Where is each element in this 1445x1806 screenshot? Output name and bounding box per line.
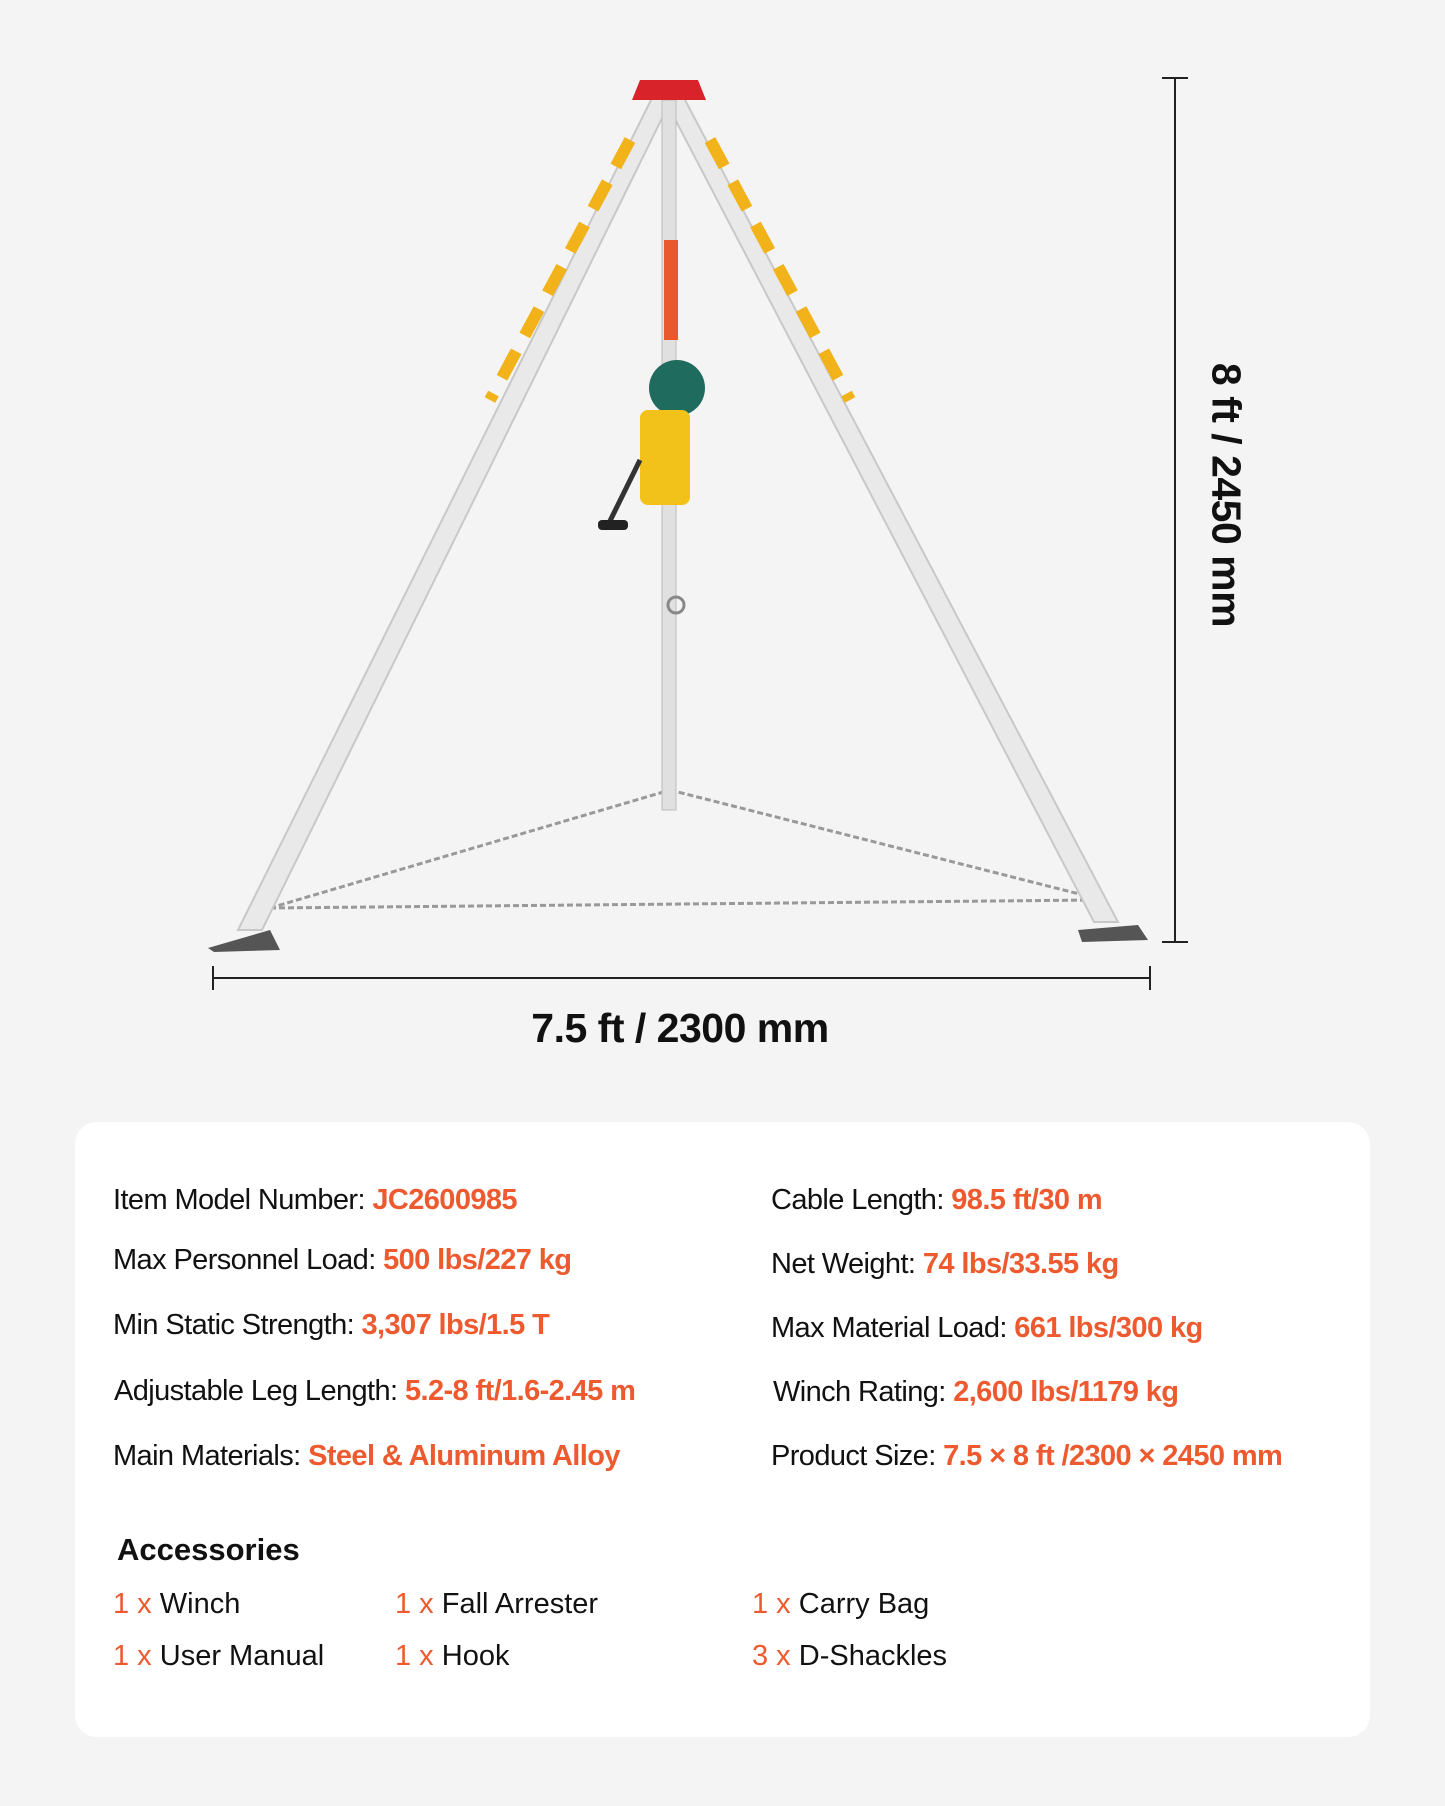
spec-value: 5.2-8 ft/1.6-2.45 m bbox=[404, 1375, 636, 1407]
dimension-lines bbox=[213, 78, 1188, 990]
chain bbox=[270, 790, 1095, 908]
spec-max-material-load bbox=[771, 1312, 1203, 1345]
accessory-name: Hook bbox=[441, 1640, 510, 1672]
accessory-name: D-Shackles bbox=[798, 1640, 948, 1672]
accessory-name: Winch bbox=[159, 1588, 241, 1620]
spec-value: 3,307 lbs/1.5 T bbox=[361, 1309, 550, 1341]
accessory-item bbox=[113, 1588, 240, 1621]
spec-value: 7.5 × 8 ft /2300 × 2450 mm bbox=[943, 1440, 1283, 1472]
accessory-qty: 1 x bbox=[752, 1588, 791, 1620]
accessory-qty: 3 x bbox=[752, 1640, 791, 1672]
accessory-qty: 1 x bbox=[395, 1640, 434, 1672]
accessory-qty: 1 x bbox=[113, 1588, 152, 1620]
spec-product-size bbox=[771, 1440, 1282, 1473]
accessories-heading: Accessories bbox=[117, 1532, 300, 1567]
spec-label: Cable Length: bbox=[771, 1184, 944, 1216]
spec-model-number bbox=[113, 1184, 517, 1217]
spec-value: 2,600 lbs/1179 kg bbox=[953, 1376, 1179, 1408]
width-dimension-label: 7.5 ft / 2300 mm bbox=[531, 1005, 829, 1051]
spec-label: Max Material Load: bbox=[771, 1312, 1007, 1344]
accessory-item bbox=[752, 1588, 929, 1621]
height-dimension-label: 8 ft / 2450 mm bbox=[1203, 362, 1250, 628]
spec-label: Item Model Number: bbox=[113, 1184, 365, 1216]
spec-main-materials bbox=[113, 1440, 620, 1473]
accessory-item bbox=[113, 1640, 324, 1673]
accessory-name: User Manual bbox=[159, 1640, 325, 1672]
spec-leg-length bbox=[114, 1375, 635, 1408]
spec-label: Main Materials: bbox=[113, 1440, 301, 1472]
spec-cable-length bbox=[771, 1184, 1102, 1217]
tripod-head bbox=[632, 80, 706, 100]
accessory-item bbox=[395, 1640, 509, 1673]
spec-value: Steel & Aluminum Alloy bbox=[308, 1440, 620, 1472]
spec-min-static-strength bbox=[113, 1309, 549, 1342]
spec-label: Product Size: bbox=[771, 1440, 936, 1472]
tripod-legs bbox=[208, 98, 1148, 952]
specs-card bbox=[75, 1122, 1370, 1737]
spec-label: Net Weight: bbox=[771, 1248, 916, 1280]
spec-label: Adjustable Leg Length: bbox=[114, 1375, 398, 1407]
spec-label: Min Static Strength: bbox=[113, 1309, 355, 1341]
spec-label: Winch Rating: bbox=[773, 1376, 946, 1408]
spec-winch-rating bbox=[773, 1376, 1178, 1409]
accessory-qty: 1 x bbox=[395, 1588, 434, 1620]
spec-net-weight bbox=[771, 1248, 1119, 1281]
spec-value: 661 lbs/300 kg bbox=[1014, 1312, 1203, 1344]
spec-label: Max Personnel Load: bbox=[113, 1244, 376, 1276]
accessory-item bbox=[752, 1640, 947, 1673]
spec-value: 500 lbs/227 kg bbox=[383, 1244, 572, 1276]
winch bbox=[598, 240, 705, 613]
accessory-name: Fall Arrester bbox=[441, 1588, 599, 1620]
accessory-name: Carry Bag bbox=[798, 1588, 930, 1620]
spec-value: 98.5 ft/30 m bbox=[951, 1184, 1103, 1216]
spec-value: JC2600985 bbox=[372, 1184, 517, 1216]
spec-max-personnel-load bbox=[113, 1244, 571, 1277]
accessory-qty: 1 x bbox=[113, 1640, 152, 1672]
accessory-item bbox=[395, 1588, 598, 1621]
spec-value: 74 lbs/33.55 kg bbox=[922, 1248, 1119, 1280]
